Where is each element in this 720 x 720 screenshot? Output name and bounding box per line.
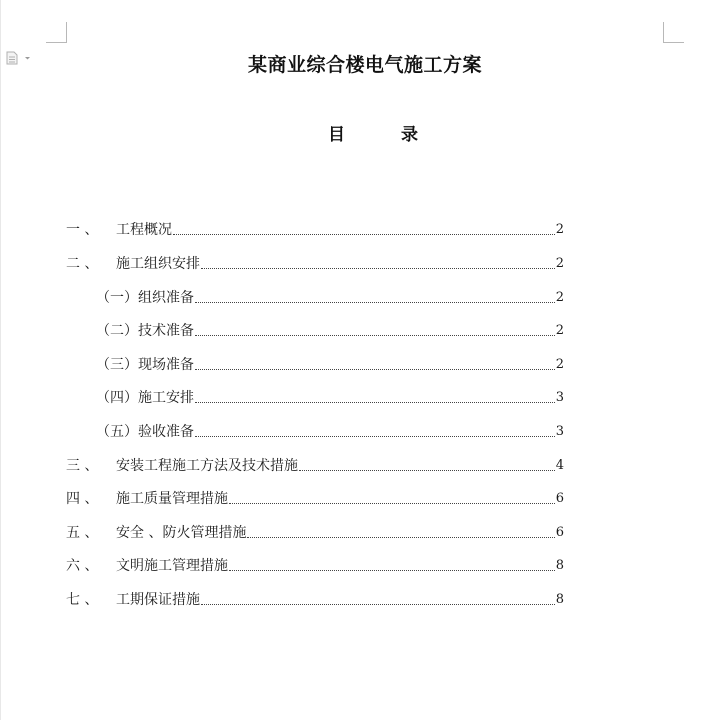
toc-heading — [328, 120, 418, 145]
toc-entry[interactable] — [96, 286, 564, 306]
toc-entry-label: 施工组织安排 — [116, 256, 200, 272]
toc-entry-page: 2 — [555, 290, 564, 305]
toc-entry-page: 8 — [555, 592, 564, 607]
toc-entry-label: 现场准备 — [138, 357, 194, 373]
toc-dot-leader — [195, 334, 555, 336]
toc-entry-number: （四） — [96, 390, 138, 406]
page-edge — [0, 0, 1, 720]
toc-entry-page: 6 — [555, 491, 564, 506]
toc-dot-leader — [299, 469, 555, 471]
toc-entry[interactable] — [66, 487, 564, 507]
toc-entry-page: 3 — [555, 390, 564, 405]
toc-entry[interactable] — [96, 420, 564, 440]
toc-entry-page: 2 — [555, 256, 564, 271]
toc-dot-leader — [195, 435, 555, 437]
toc-entry-label: 施工质量管理措施 — [116, 491, 228, 507]
toc-entry-number: （五） — [96, 424, 138, 440]
toc-entry[interactable] — [66, 218, 564, 238]
toc-dot-leader — [247, 536, 554, 538]
toc-heading-char: 录 — [401, 125, 418, 145]
toc-entry-label: 安装工程施工方法及技术措施 — [116, 458, 298, 474]
toc-entry-number: 六 、 — [66, 558, 99, 574]
toc-heading-char: 目 — [328, 125, 345, 145]
toc-entry-page: 8 — [555, 558, 564, 573]
toc-entry[interactable] — [66, 554, 564, 574]
toc-dot-leader — [201, 267, 555, 269]
margin-corner-top-left — [46, 22, 67, 43]
toc-entry-number: 一 、 — [66, 222, 99, 238]
toc-entry-number: （一） — [96, 290, 138, 306]
toc-entry[interactable] — [66, 588, 564, 608]
toc-entry-label: 技术准备 — [138, 323, 194, 339]
toc-entry-label: 验收准备 — [138, 424, 194, 440]
toc-entry-number: 七 、 — [66, 592, 99, 608]
toc-entry-page: 2 — [555, 323, 564, 338]
toc-entry[interactable] — [96, 353, 564, 373]
toc-entry[interactable] — [96, 386, 564, 406]
toc-entry-label: 施工安排 — [138, 390, 194, 406]
toc-entry-label: 组织准备 — [138, 290, 194, 306]
margin-corner-top-right — [663, 22, 684, 43]
toc-dot-leader — [195, 401, 555, 403]
toc-entry[interactable] — [66, 521, 564, 541]
toc-entry-number: （二） — [96, 323, 138, 339]
toc-entry-number: 二 、 — [66, 256, 99, 272]
toc-entry[interactable] — [96, 319, 564, 339]
document-title: 某商业综合楼电气施工方案 — [247, 54, 482, 76]
toc-dot-leader — [173, 233, 555, 235]
toc-entry-number: 五 、 — [66, 525, 99, 541]
toc-dot-leader — [229, 569, 555, 571]
toc-dot-leader — [229, 502, 555, 504]
toc-entry-page: 2 — [555, 222, 564, 237]
toc-entry-label: 安全 、防火管理措施 — [116, 525, 247, 541]
toc-dot-leader — [201, 603, 555, 605]
toc-entry[interactable] — [66, 454, 564, 474]
toc-entry-page: 3 — [555, 424, 564, 439]
toc-entry-label: 文明施工管理措施 — [116, 558, 228, 574]
toc-entry-label: 工程概况 — [116, 222, 172, 238]
toc-entry[interactable] — [66, 252, 564, 272]
toc-entry-label: 工期保证措施 — [116, 592, 200, 608]
toc-entry-page: 2 — [555, 357, 564, 372]
toc-entry-number: 三 、 — [66, 458, 99, 474]
toc-entry-number: 四 、 — [66, 491, 99, 507]
toc-entry-page: 6 — [555, 525, 564, 540]
toc-dot-leader — [195, 368, 555, 370]
toc-dot-leader — [195, 301, 555, 303]
toc-entry-page: 4 — [555, 458, 564, 473]
toc-entry-number: （三） — [96, 357, 138, 373]
